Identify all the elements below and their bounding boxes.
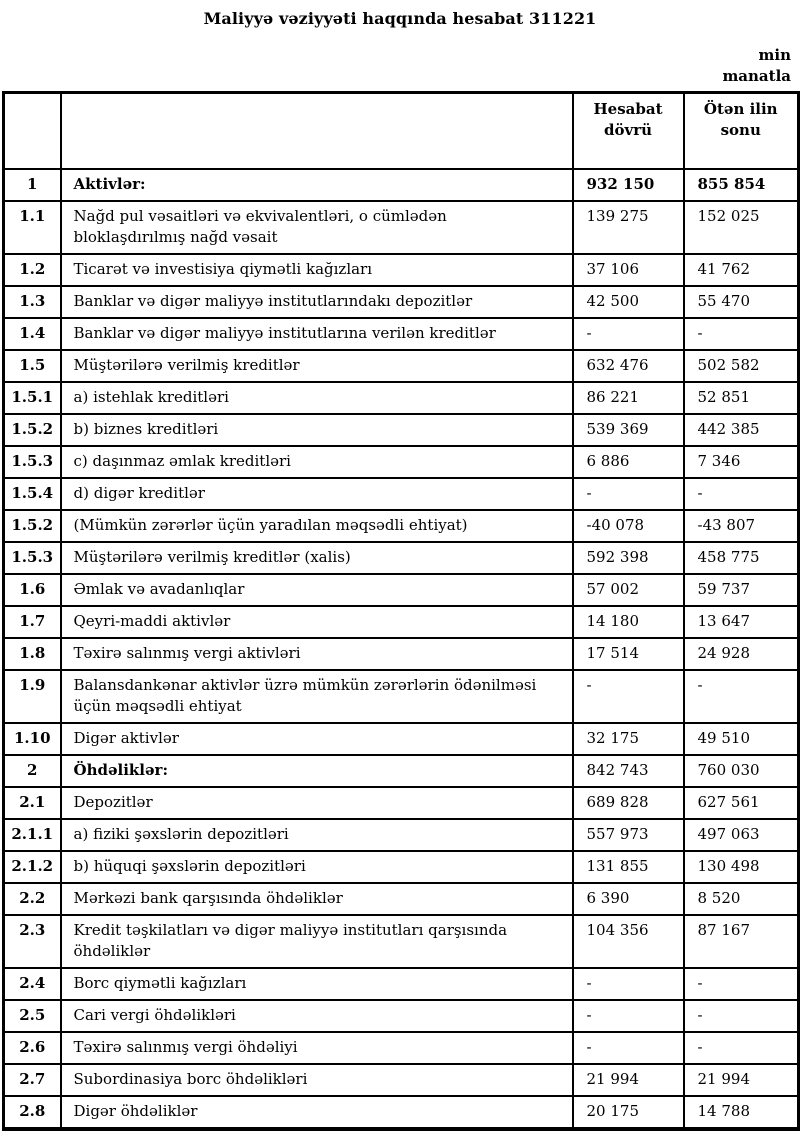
value-current: 57 002	[573, 574, 684, 606]
value-current: 21 994	[573, 1064, 684, 1096]
row-label: Mərkəzi bank qarşısında öhdəliklər	[61, 883, 573, 915]
row-number: 1.5.3	[4, 446, 61, 478]
table-body	[4, 169, 799, 1129]
row-number: 2.1.2	[4, 851, 61, 883]
value-previous: 87 167	[684, 915, 799, 968]
row-number: 2.7	[4, 1064, 61, 1096]
value-previous: 502 582	[684, 350, 799, 382]
table-row	[4, 1064, 799, 1096]
value-previous: 855 854	[684, 169, 799, 201]
value-current: 14 180	[573, 606, 684, 638]
row-label: Cari vergi öhdəlikləri	[61, 1000, 573, 1032]
row-number: 2	[4, 755, 61, 787]
financial-position-table	[2, 91, 800, 1131]
value-previous: 130 498	[684, 851, 799, 883]
value-current: 592 398	[573, 542, 684, 574]
value-previous: 21 994	[684, 1064, 799, 1096]
table-row	[4, 169, 799, 201]
row-label: Təxirə salınmış vergi öhdəliyi	[61, 1032, 573, 1064]
row-number: 1.5.1	[4, 382, 61, 414]
value-previous: 59 737	[684, 574, 799, 606]
value-previous: -43 807	[684, 510, 799, 542]
row-number: 1.2	[4, 254, 61, 286]
table-row	[4, 510, 799, 542]
table-header-row	[4, 93, 799, 169]
row-number: 2.5	[4, 1000, 61, 1032]
value-previous: -	[684, 670, 799, 723]
row-label: Balansdankənar aktivlər üzrə mümkün zərərlərin ödənilməsi üçün məqsədli ehtiyat	[61, 670, 573, 723]
table-row	[4, 286, 799, 318]
value-current: -40 078	[573, 510, 684, 542]
value-previous: -	[684, 318, 799, 350]
row-number: 2.1.1	[4, 819, 61, 851]
row-label: Müştərilərə verilmiş kreditlər (xalis)	[61, 542, 573, 574]
row-label: Banklar və digər maliyyə institutlarına verilən kreditlər	[61, 318, 573, 350]
value-current: -	[573, 1000, 684, 1032]
value-current: -	[573, 478, 684, 510]
row-label: b) biznes kreditləri	[61, 414, 573, 446]
row-number: 1.9	[4, 670, 61, 723]
value-current: 32 175	[573, 723, 684, 755]
value-current: 539 369	[573, 414, 684, 446]
row-label: Öhdəliklər:	[61, 755, 573, 787]
value-current: 104 356	[573, 915, 684, 968]
value-current: 6 390	[573, 883, 684, 915]
row-number: 1.3	[4, 286, 61, 318]
value-current: 86 221	[573, 382, 684, 414]
row-label: Kredit təşkilatları və digər maliyyə institutları qarşısında öhdəliklər	[61, 915, 573, 968]
table-row	[4, 318, 799, 350]
table-row	[4, 968, 799, 1000]
row-label: d) digər kreditlər	[61, 478, 573, 510]
row-number: 1.8	[4, 638, 61, 670]
value-previous: 458 775	[684, 542, 799, 574]
header-label	[61, 93, 573, 169]
value-current: 131 855	[573, 851, 684, 883]
table-row	[4, 755, 799, 787]
unit-note	[0, 45, 791, 87]
row-label: Qeyri-maddi aktivlər	[61, 606, 573, 638]
value-previous: 49 510	[684, 723, 799, 755]
row-number: 1.5.2	[4, 414, 61, 446]
header-num	[4, 93, 61, 169]
value-previous: 442 385	[684, 414, 799, 446]
table-row	[4, 382, 799, 414]
unit-note-line2: manatla	[722, 67, 791, 85]
table-row	[4, 1032, 799, 1064]
row-number: 1.5.3	[4, 542, 61, 574]
row-number: 2.1	[4, 787, 61, 819]
table-row	[4, 638, 799, 670]
value-previous: -	[684, 1032, 799, 1064]
value-previous: 13 647	[684, 606, 799, 638]
value-current: -	[573, 968, 684, 1000]
table-row	[4, 201, 799, 254]
value-current: -	[573, 1032, 684, 1064]
row-number: 1.7	[4, 606, 61, 638]
value-previous: 152 025	[684, 201, 799, 254]
table-row	[4, 446, 799, 478]
row-label: Təxirə salınmış vergi aktivləri	[61, 638, 573, 670]
value-previous: 8 520	[684, 883, 799, 915]
table-row	[4, 478, 799, 510]
table-row	[4, 851, 799, 883]
table-row	[4, 414, 799, 446]
table-row	[4, 1000, 799, 1032]
table-row	[4, 670, 799, 723]
row-label: Nağd pul vəsaitləri və ekvivalentləri, o cümlədən bloklaşdırılmış nağd vəsait	[61, 201, 573, 254]
value-current: 6 886	[573, 446, 684, 478]
table-row	[4, 542, 799, 574]
value-previous: 41 762	[684, 254, 799, 286]
row-label: Müştərilərə verilmiş kreditlər	[61, 350, 573, 382]
row-number: 2.6	[4, 1032, 61, 1064]
row-number: 2.3	[4, 915, 61, 968]
value-current: 42 500	[573, 286, 684, 318]
value-previous: -	[684, 1000, 799, 1032]
table-row	[4, 1096, 799, 1129]
row-label: Digər öhdəliklər	[61, 1096, 573, 1129]
row-label: Banklar və digər maliyyə institutlarındakı depozitlər	[61, 286, 573, 318]
value-previous: -	[684, 478, 799, 510]
table-row	[4, 574, 799, 606]
row-number: 1.6	[4, 574, 61, 606]
table-row	[4, 606, 799, 638]
table-row	[4, 787, 799, 819]
table-row	[4, 883, 799, 915]
value-previous: 760 030	[684, 755, 799, 787]
value-current: 17 514	[573, 638, 684, 670]
table-row	[4, 819, 799, 851]
row-number: 1	[4, 169, 61, 201]
row-label: a) istehlak kreditləri	[61, 382, 573, 414]
value-previous: 7 346	[684, 446, 799, 478]
value-previous: -	[684, 968, 799, 1000]
row-number: 1.10	[4, 723, 61, 755]
value-current: 37 106	[573, 254, 684, 286]
row-number: 2.8	[4, 1096, 61, 1129]
value-previous: 24 928	[684, 638, 799, 670]
row-number: 2.2	[4, 883, 61, 915]
unit-note-line1: min	[758, 46, 791, 64]
row-label: Aktivlər:	[61, 169, 573, 201]
row-number: 1.4	[4, 318, 61, 350]
value-previous: 52 851	[684, 382, 799, 414]
row-label: Ticarət və investisiya qiymətli kağızları	[61, 254, 573, 286]
page-title: Maliyyə vəziyyəti haqqında hesabat 311221	[203, 9, 597, 28]
row-label: Əmlak və avadanlıqlar	[61, 574, 573, 606]
value-current: 932 150	[573, 169, 684, 201]
value-previous: 55 470	[684, 286, 799, 318]
table-row	[4, 915, 799, 968]
header-current-period: Hesabat dövrü	[573, 93, 684, 169]
value-current: 842 743	[573, 755, 684, 787]
value-previous: 627 561	[684, 787, 799, 819]
value-current: -	[573, 670, 684, 723]
row-number: 1.5.4	[4, 478, 61, 510]
row-number: 1.5	[4, 350, 61, 382]
row-number: 1.1	[4, 201, 61, 254]
table-row	[4, 723, 799, 755]
row-number: 2.4	[4, 968, 61, 1000]
table-row	[4, 350, 799, 382]
row-label: Digər aktivlər	[61, 723, 573, 755]
row-number: 1.5.2	[4, 510, 61, 542]
row-label: Subordinasiya borc öhdəlikləri	[61, 1064, 573, 1096]
row-label: a) fiziki şəxslərin depozitləri	[61, 819, 573, 851]
row-label: Borc qiymətli kağızları	[61, 968, 573, 1000]
value-previous: 497 063	[684, 819, 799, 851]
value-current: 139 275	[573, 201, 684, 254]
value-current: -	[573, 318, 684, 350]
value-current: 632 476	[573, 350, 684, 382]
table-row	[4, 254, 799, 286]
value-previous: 14 788	[684, 1096, 799, 1129]
row-label: b) hüquqi şəxslərin depozitləri	[61, 851, 573, 883]
row-label: c) daşınmaz əmlak kreditləri	[61, 446, 573, 478]
row-label: (Mümkün zərərlər üçün yaradılan məqsədli ehtiyat)	[61, 510, 573, 542]
row-label: Depozitlər	[61, 787, 573, 819]
value-current: 20 175	[573, 1096, 684, 1129]
value-current: 557 973	[573, 819, 684, 851]
header-previous-year: Ötən ilin sonu	[684, 93, 799, 169]
value-current: 689 828	[573, 787, 684, 819]
